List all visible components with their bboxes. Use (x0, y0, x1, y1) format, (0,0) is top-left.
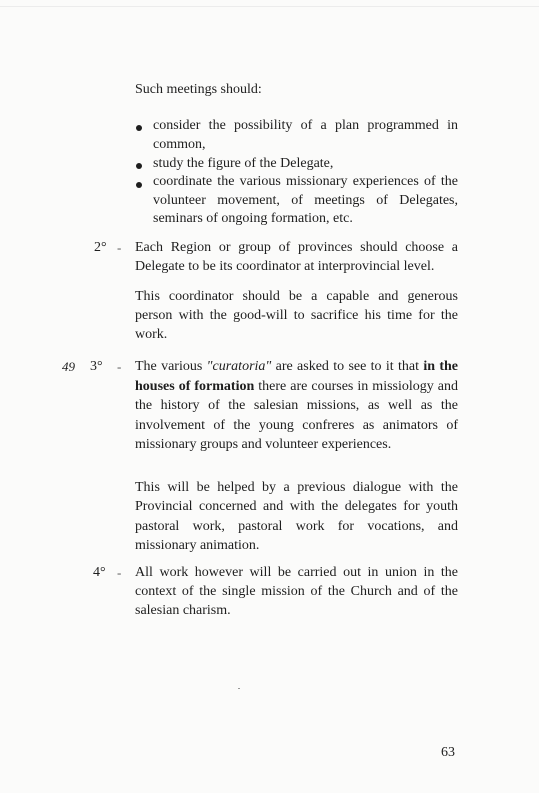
item-number: 2° (94, 240, 107, 255)
bullet-dot (136, 163, 142, 169)
intro-text: Such meetings should: (135, 82, 262, 97)
scan-speck (238, 688, 240, 689)
item-dash: - (117, 359, 122, 374)
item-dash: - (117, 240, 122, 255)
item-2-paragraph-2: This coordinator should be a capable and generous person with the good-will to sacrifice his time for the work. (135, 289, 458, 342)
item-dash: - (117, 565, 122, 580)
bullet-item-2: study the figure of the Delegate, (153, 156, 334, 171)
bullet-item-1: consider the possibility of a plan programmed in common, (153, 118, 458, 152)
page-number: 63 (441, 745, 455, 760)
item-number: 3° (90, 359, 103, 374)
item-3-paragraph-2: This will be helped by a previous dialogue with the Provincial concerned and with the delegates for youth pastoral work, pastoral work for vocations, and missionary animation. (135, 480, 458, 553)
page-top-edge (0, 0, 539, 7)
bullet-dot (136, 182, 142, 188)
margin-reference-number: 49 (62, 359, 75, 374)
bullet-dot (136, 125, 142, 131)
bullet-item-3: coordinate the various missionary experiences of the volunteer movement, of meetings of Delegates, seminars of ongoing formation, etc. (153, 174, 458, 226)
item-4-paragraph-1: All work however will be carried out in union in the context of the single mission of the Church and of the salesian charism. (135, 565, 458, 618)
item-3-paragraph-1: The various "curatoria" are asked to see to it that in the houses of formation there are courses in missiology and the history of the salesian missions, as well as the involvement of the young confreres as animators of missionary groups and volunteer experiences. (135, 359, 458, 453)
item-2-paragraph-1: Each Region or group of provinces should choose a Delegate to be its coordinator at interprovincial level. (135, 240, 458, 274)
item-number: 4° (93, 565, 106, 580)
